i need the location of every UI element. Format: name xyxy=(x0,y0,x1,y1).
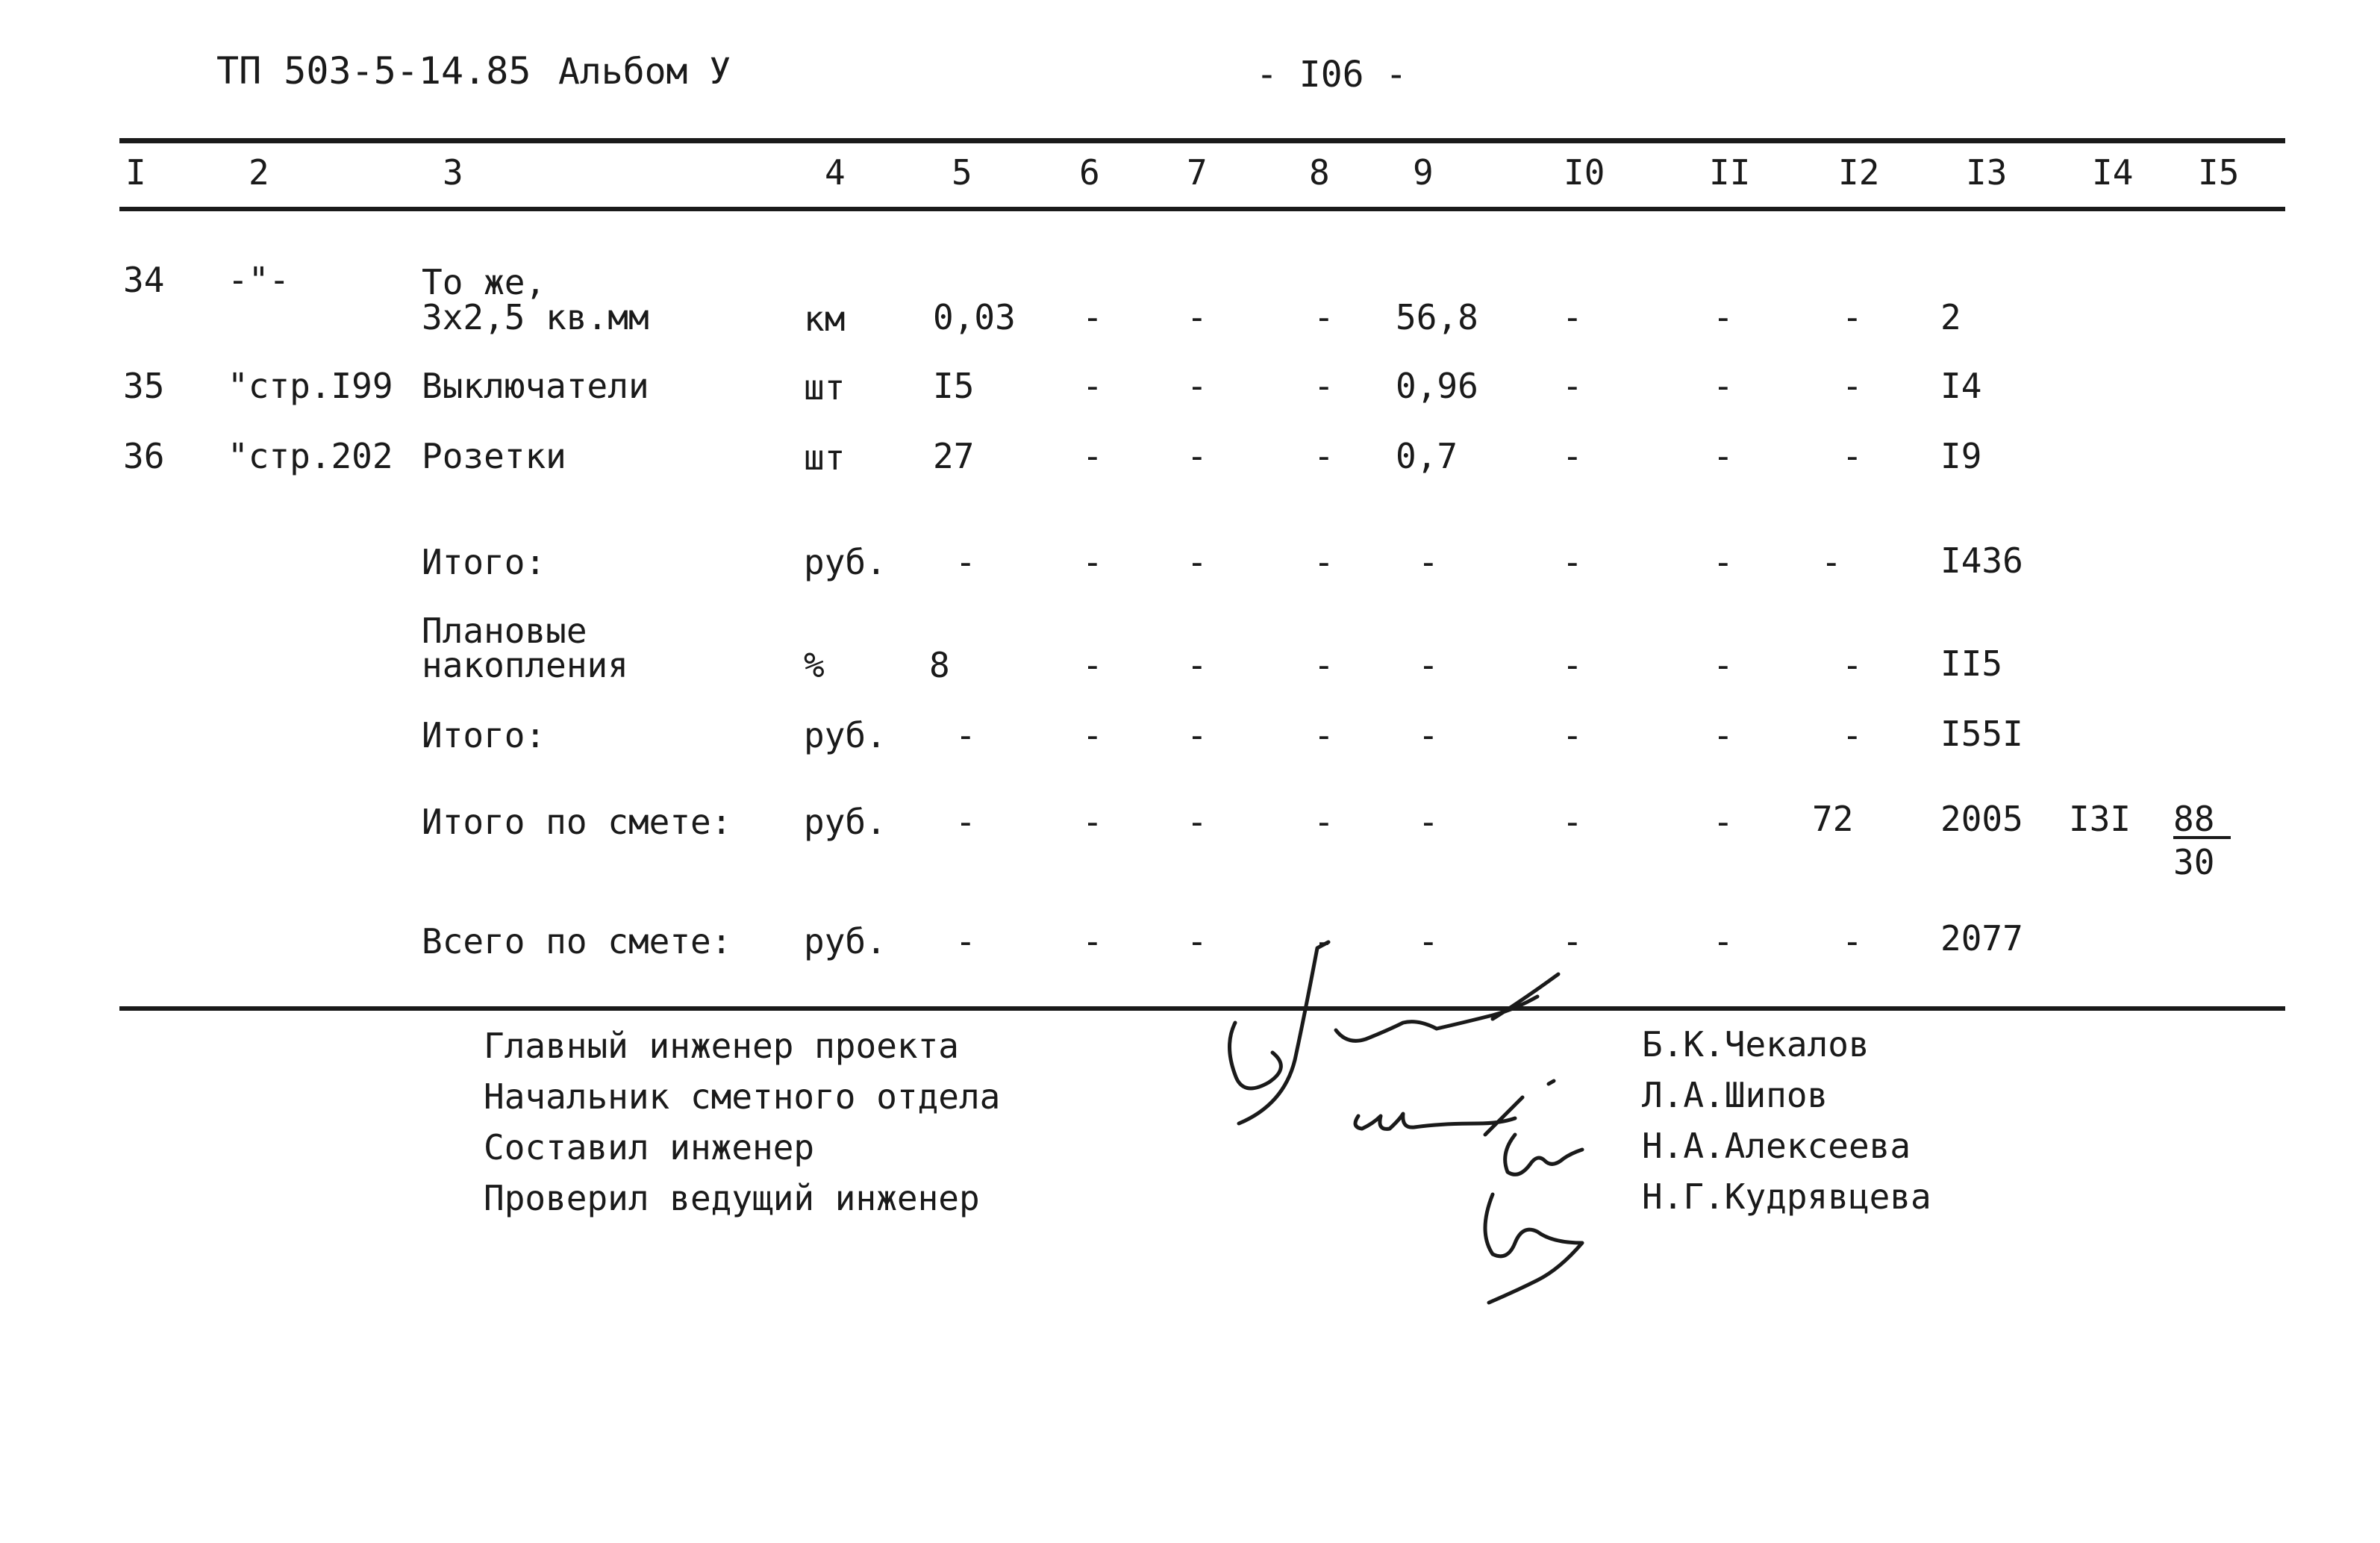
signer-title: Проверил ведущий инженер xyxy=(484,1178,980,1218)
column-header: 6 xyxy=(1079,152,1100,193)
row-cell: - xyxy=(1842,436,1863,476)
column-header: I0 xyxy=(1564,152,1605,193)
row-cell: - xyxy=(1314,297,1334,337)
column-header: 2 xyxy=(249,152,269,193)
signer-name: Л.А.Шипов xyxy=(1642,1075,1828,1115)
column-header: I xyxy=(125,152,146,193)
total-cell: - xyxy=(1187,921,1208,961)
total-cell: 72 xyxy=(1812,799,1854,839)
row-number: 35 xyxy=(123,366,165,406)
row-name: Выключатели xyxy=(422,366,649,406)
column-header: 9 xyxy=(1413,152,1434,193)
total-cell: II5 xyxy=(1940,643,2003,684)
total-cell: - xyxy=(1082,921,1103,961)
signature-3 xyxy=(1485,1135,1582,1303)
total-cell: - xyxy=(1314,542,1334,582)
total-cell: - xyxy=(1713,802,1734,842)
total-cell: - xyxy=(1187,542,1208,582)
total-cell: I55I xyxy=(1940,714,2023,754)
total-cell: - xyxy=(1187,645,1208,685)
row-cell: - xyxy=(1562,297,1583,337)
column-header: 4 xyxy=(825,152,846,193)
total-cell: I436 xyxy=(1940,540,2023,581)
row-cell: 56,8 xyxy=(1396,297,1478,337)
row-cell: - xyxy=(1562,436,1583,476)
total-label: Плановые xyxy=(422,611,587,651)
total-cell: - xyxy=(1314,715,1334,755)
total-cell: - xyxy=(1562,645,1583,685)
row-cell: - xyxy=(1842,366,1863,406)
row-name-detail: 3х2,5 кв.мм xyxy=(422,297,649,337)
row-cell: 0,7 xyxy=(1396,436,1458,476)
row-number: 34 xyxy=(123,260,165,300)
row-cell: - xyxy=(1187,297,1208,337)
signer-name: Н.Г.Кудрявцева xyxy=(1642,1176,1931,1217)
total-cell: - xyxy=(1562,542,1583,582)
row-cell: - xyxy=(1187,436,1208,476)
total-cell: - xyxy=(1418,542,1439,582)
total-cell: - xyxy=(1713,542,1734,582)
total-label-detail: накопления xyxy=(422,645,628,685)
column-header: 7 xyxy=(1187,152,1208,193)
fraction-numerator: 88 xyxy=(2173,802,2231,839)
row-name: Розетки xyxy=(422,436,566,476)
total-label: Итого по смете: xyxy=(422,802,732,842)
row-unit: шт xyxy=(804,367,846,408)
total-cell: - xyxy=(1842,645,1863,685)
row-reference: -"- xyxy=(228,260,290,300)
row-cell: - xyxy=(1842,297,1863,337)
total-cell: - xyxy=(1187,715,1208,755)
total-cell: 2077 xyxy=(1940,918,2023,958)
total-cell: - xyxy=(1082,645,1103,685)
column-header: I2 xyxy=(1838,152,1880,193)
total-cell: - xyxy=(1418,802,1439,842)
total-cell: - xyxy=(1314,921,1334,961)
column-header: 3 xyxy=(443,152,463,193)
row-cell: 0,96 xyxy=(1396,366,1478,406)
total-cell: - xyxy=(1842,921,1863,961)
total-label: Всего по смете: xyxy=(422,921,732,961)
row-cell: I4 xyxy=(1940,366,1982,406)
row-cell: - xyxy=(1314,366,1334,406)
total-cell: - xyxy=(1418,645,1439,685)
signer-title: Начальник сметного отдела xyxy=(484,1076,1001,1117)
total-unit: руб. xyxy=(804,921,887,961)
total-cell: I3I xyxy=(2069,799,2131,839)
row-number: 36 xyxy=(123,436,165,476)
page-number: - I06 - xyxy=(1256,54,1408,96)
total-cell: - xyxy=(1562,921,1583,961)
signer-name: Б.К.Чекалов xyxy=(1642,1024,1870,1064)
total-cell: - xyxy=(1082,802,1103,842)
row-cell: - xyxy=(1082,366,1103,406)
row-cell: 0,03 xyxy=(933,297,1016,337)
total-cell: - xyxy=(1418,921,1439,961)
column-header: 5 xyxy=(952,152,972,193)
total-cell: - xyxy=(955,921,976,961)
total-cell: - xyxy=(1842,715,1863,755)
total-cell: - xyxy=(1314,645,1334,685)
total-cell: - xyxy=(1713,921,1734,961)
row-cell: - xyxy=(1187,366,1208,406)
row-cell: - xyxy=(1082,297,1103,337)
row-cell: - xyxy=(1713,436,1734,476)
row-cell: 2 xyxy=(1940,297,1961,337)
total-cell: - xyxy=(1821,542,1842,582)
row-cell: - xyxy=(1713,297,1734,337)
signature-2 xyxy=(1355,1081,1554,1135)
total-cell: 8 xyxy=(929,645,950,685)
total-unit: руб. xyxy=(804,542,887,582)
total-label: Итого: xyxy=(422,715,546,755)
total-cell: - xyxy=(955,542,976,582)
column-header: I5 xyxy=(2198,152,2240,193)
total-cell: - xyxy=(955,802,976,842)
row-cell: - xyxy=(1562,366,1583,406)
column-header: I3 xyxy=(1966,152,2008,193)
row-cell: I9 xyxy=(1940,436,1982,476)
row-cell: I5 xyxy=(933,366,975,406)
fraction-denominator: 30 xyxy=(2173,842,2215,882)
signer-title: Главный инженер проекта xyxy=(484,1026,959,1066)
row-cell: - xyxy=(1314,436,1334,476)
total-cell: - xyxy=(1082,542,1103,582)
signature-1 xyxy=(1230,942,1559,1123)
total-cell: - xyxy=(1713,715,1734,755)
row-cell: - xyxy=(1713,366,1734,406)
column-header: I4 xyxy=(2092,152,2134,193)
total-cell: - xyxy=(1314,802,1334,842)
total-label: Итого: xyxy=(422,542,546,582)
document-code: ТП 503-5-14.85 xyxy=(216,49,531,93)
total-cell: - xyxy=(955,715,976,755)
column-header: 8 xyxy=(1309,152,1330,193)
total-unit: % xyxy=(804,645,825,685)
total-cell: - xyxy=(1713,645,1734,685)
total-unit: руб. xyxy=(804,802,887,842)
row-unit: шт xyxy=(804,437,846,478)
total-cell: - xyxy=(1562,802,1583,842)
album-label: Альбом У xyxy=(558,51,731,93)
row-cell: - xyxy=(1082,436,1103,476)
total-cell: - xyxy=(1187,802,1208,842)
row-reference: "стр.I99 xyxy=(228,366,393,406)
row-unit: км xyxy=(804,299,846,339)
total-cell: - xyxy=(1418,715,1439,755)
signer-title: Составил инженер xyxy=(484,1127,815,1168)
signer-name: Н.А.Алексеева xyxy=(1642,1126,1911,1166)
total-cell: - xyxy=(1082,715,1103,755)
column-header: II xyxy=(1709,152,1751,193)
total-unit: руб. xyxy=(804,715,887,755)
row-reference: "стр.202 xyxy=(228,436,393,476)
total-cell: - xyxy=(1562,715,1583,755)
row-cell: 27 xyxy=(933,436,975,476)
row-name: То же, xyxy=(422,262,546,302)
total-cell: 2005 xyxy=(1940,799,2023,839)
